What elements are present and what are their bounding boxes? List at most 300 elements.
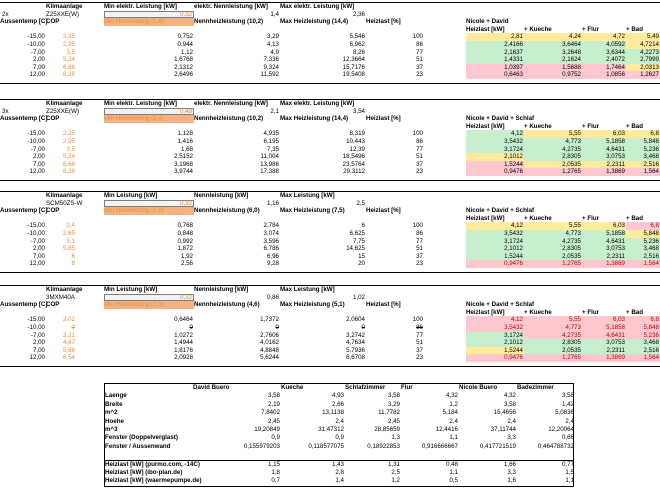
heat-kw-value: 5,1858 (582, 230, 626, 238)
max-el-value: 2,36 (352, 10, 365, 18)
heat-kw-value: 5,1858 (582, 324, 626, 332)
min-el-input[interactable]: 0,32 (104, 294, 194, 301)
temp-value: 2,00 (32, 339, 45, 347)
mx-value: 4,7634 (346, 339, 365, 347)
nenn-el-value: 1,16 (266, 199, 279, 207)
col-nenn-heat: Nennheizleistung (4,6) (194, 301, 260, 309)
mn-value: 1,128 (177, 130, 193, 138)
col-hallway: + Flur (582, 122, 600, 130)
heat-kw-value: 0,6463 (466, 71, 524, 79)
heat-kw-value: 4,72 (582, 33, 626, 41)
room-row (105, 418, 573, 426)
heat-kw-value: 4,2273 (626, 49, 660, 57)
heat-kw-value: 3,6344 (582, 49, 626, 57)
room-value: 1,43 (331, 460, 344, 468)
room-value: 7,8402 (261, 409, 280, 417)
heat-kw-value: 2,8305 (524, 153, 582, 161)
heat-kw-value: 2,4072 (582, 56, 626, 64)
hl-value: 37 (416, 63, 423, 71)
room-value: 1,1 (449, 468, 458, 476)
nn-value: 4,9 (270, 48, 279, 56)
col-heat-kw: Heizlast [kW] (466, 122, 505, 130)
room-value: 19,20849 (254, 425, 280, 433)
room-row-label: Fenster (Doppelverglast) (105, 434, 178, 442)
model-name: 3MXM40A (46, 293, 75, 301)
heat-kw-value: 5,236 (626, 332, 660, 340)
room-row-label: Heizlast [kW] (ibo-plan.de) (105, 468, 183, 476)
unit-value-row (0, 294, 660, 302)
mx-value: 23,5764 (342, 160, 365, 168)
col-group: Nicole + David + Schlaf (466, 207, 535, 215)
min-el-input[interactable]: 0,32 (104, 200, 194, 207)
mn-value: 0 (189, 323, 193, 331)
col-bath: + Bad (626, 25, 644, 33)
nn-value: 7,35 (266, 145, 279, 153)
col-max-heat: Max Heizleistung (14,4) (280, 115, 349, 123)
room-value: 12,20064 (548, 425, 574, 433)
max-el-label: Max Leistung [kW] (280, 192, 335, 199)
room-value: 0,464788732 (537, 442, 574, 450)
unit-count (2, 200, 42, 208)
col-hallway: + Flur (582, 214, 600, 222)
room-row (105, 401, 573, 409)
unit-value-row (0, 108, 660, 116)
mn-value: 1,8176 (174, 346, 193, 354)
heat-kw-value: 3,5432 (466, 230, 524, 238)
temp-value: 12,00 (29, 71, 45, 79)
room-value: 3,3 (507, 468, 516, 476)
nn-value: 5,6244 (260, 354, 279, 362)
data-row (0, 238, 660, 246)
data-row (0, 146, 660, 154)
heat-kw-value: 1,2765 (524, 354, 582, 362)
room-value: 2,8 (335, 468, 344, 476)
mn-value: 2,1312 (174, 63, 193, 71)
data-row (0, 168, 660, 176)
cop-value: 6,66 (62, 160, 75, 168)
nn-value: 6,96 (266, 252, 279, 260)
col-min-heat: Min Heizleistung (1,3) (104, 301, 194, 309)
nn-value: 4,13 (266, 40, 279, 48)
col-kitchen: + Kueche (524, 25, 552, 33)
heat-kw-value: 3,5432 (466, 138, 524, 146)
hl-value: 37 (416, 252, 423, 260)
temp-value: 7,00 (32, 252, 45, 260)
hl-value: 37 (416, 346, 423, 354)
room-row (105, 409, 573, 417)
room-value: 4,93 (331, 392, 344, 400)
max-el-label: Max elektr. Leistung [kW] (280, 100, 355, 107)
mn-value: 0,944 (177, 40, 193, 48)
col-heat-kw: Heizlast [kW] (466, 214, 505, 222)
room-value: 1,66 (503, 460, 516, 468)
nn-value: 9,28 (266, 260, 279, 268)
data-row (0, 161, 660, 169)
room-value: 5,184 (442, 409, 458, 417)
heat-kw-value: 4,24 (524, 33, 582, 41)
mn-value: 2,0928 (174, 354, 193, 362)
col-max-heat: Max Heizleistung (7,5) (280, 207, 345, 215)
data-row (0, 130, 660, 138)
min-el-label: Min elektr. Leistung [kW] (104, 100, 177, 107)
mx-value: 20 (358, 260, 365, 268)
hl-value: 51 (416, 56, 423, 64)
mn-value: 2,5152 (174, 153, 193, 161)
room-value: 3,58 (561, 392, 574, 400)
mx-value: 5,7936 (346, 346, 365, 354)
model-name: SCM50ZS-W (46, 199, 83, 207)
cop-value: 6 (71, 252, 75, 260)
cop-value: 6,66 (62, 63, 75, 71)
room-value: 28,85659 (374, 425, 400, 433)
room-row (105, 434, 573, 442)
mn-value: 3,1968 (174, 160, 193, 168)
unit-count (2, 294, 42, 302)
temp-value: -7,00 (30, 237, 45, 245)
nn-value: 4,935 (263, 130, 279, 138)
mn-value: 2,56 (180, 260, 193, 268)
mx-value: 6 (361, 222, 365, 230)
col-hallway: + Flur (582, 308, 600, 316)
cop-value: 3,21 (62, 331, 75, 339)
data-row (0, 332, 660, 340)
room-row-label: Heizlast [kW] (purmo.com, -14C) (105, 460, 200, 468)
room-value: 2,4 (507, 417, 516, 425)
heat-kw-value: 4,12 (466, 222, 524, 230)
data-row (0, 153, 660, 161)
data-row (0, 64, 660, 72)
heat-kw-value: 2,516 (626, 161, 660, 169)
nenn-el-value: 0,86 (266, 293, 279, 301)
room-value: 0,118577075 (308, 442, 344, 450)
model-label: Klimaanlage (46, 3, 83, 10)
cop-value: 8,28 (62, 71, 75, 79)
mx-value: 19,5408 (342, 71, 365, 79)
column-header-row (0, 301, 660, 309)
col-bath: + Bad (626, 214, 644, 222)
cop-value: 2,4 (66, 222, 75, 230)
heat-kw-value: 1,2627 (626, 71, 660, 79)
model-label: Klimaanlage (46, 192, 83, 199)
col-nenn-heat: Nennheizleistung (10,2) (194, 115, 264, 123)
room-value: 2,45 (267, 417, 280, 425)
unit-header-row (0, 286, 660, 294)
heat-kw-value: 2,0535 (524, 347, 582, 355)
col-bath: + Bad (626, 308, 644, 316)
mn-value: 1,416 (177, 137, 193, 145)
subheader-row (0, 26, 660, 34)
hl-value: 77 (416, 237, 423, 245)
nenn-el-value: 2,1 (270, 107, 279, 115)
hl-value: 100 (412, 222, 423, 230)
room-value: 0,5 (449, 477, 458, 485)
min-el-label: Min Leistung [kW] (104, 286, 158, 293)
nn-value: 4,0162 (260, 339, 279, 347)
unit-block (0, 2, 660, 78)
col-cop: COP (46, 301, 60, 309)
room-value: 11,7782 (378, 409, 400, 417)
cop-value: 5,85 (62, 245, 75, 253)
heat-kw-value: 3,5432 (466, 324, 524, 332)
room-value: 0,9 (335, 434, 344, 442)
col-kitchen: + Kueche (524, 308, 552, 316)
mx-value: 18,5496 (342, 153, 365, 161)
nn-value: 1,7372 (260, 316, 279, 324)
mx-value: 6,6708 (346, 354, 365, 362)
mx-value: 2,0604 (346, 316, 365, 324)
heat-kw-value: 3,2648 (524, 49, 582, 57)
max-el-value: 2,5 (356, 199, 365, 207)
room-row-label: m^3 (105, 425, 118, 433)
unit-count: 3x (2, 107, 9, 115)
column-header-row (0, 207, 660, 215)
room-value: 0,48 (445, 460, 458, 468)
cop-value: 8 (71, 260, 75, 268)
temp-value: -10,00 (27, 40, 45, 48)
unit-value-row (0, 200, 660, 208)
unit-header-row (0, 192, 660, 200)
col-temp: Aussentemp [C] (0, 18, 48, 26)
temp-value: -7,00 (30, 145, 45, 153)
room-value: 2,5 (391, 468, 400, 476)
cop-value: 8,28 (62, 168, 75, 176)
col-kitchen: + Kueche (524, 122, 552, 130)
room-value: 37,11744 (490, 425, 516, 433)
heat-kw-value: 2,81 (466, 33, 524, 41)
nn-value: 3,596 (263, 237, 279, 245)
room-value: 1,15 (267, 460, 280, 468)
temp-value: 12,00 (29, 354, 45, 362)
hl-value: 23 (416, 71, 423, 79)
model-name: Z25XXE(W) (46, 10, 80, 18)
mx-value: 15,7176 (342, 63, 365, 71)
room-value: 4,32 (503, 392, 516, 400)
room-table (104, 383, 574, 487)
heat-kw-value: 1,564 (626, 168, 660, 176)
nn-value: 3,29 (266, 33, 279, 41)
heat-kw-value: 1,2765 (524, 168, 582, 176)
heat-kw-value: 1,2765 (524, 260, 582, 268)
nenn-el-value: 1,4 (270, 10, 279, 18)
data-row (0, 347, 660, 355)
room-value: 3,58 (503, 400, 516, 408)
room-value: 4,32 (445, 392, 458, 400)
hl-value: 51 (416, 245, 423, 253)
heat-kw-value: 5,848 (626, 324, 660, 332)
mn-value: 0,848 (177, 229, 193, 237)
heat-kw-value: 1,0397 (466, 64, 524, 72)
mx-value: 5,546 (349, 33, 365, 41)
mn-value: 1,68 (180, 145, 193, 153)
nenn-el-label: Nennleistung [kW] (194, 286, 249, 293)
room-row-label: Hoehe (105, 417, 124, 425)
room-row-label: Breite (105, 400, 123, 408)
data-row (0, 253, 660, 261)
mn-value: 2,6496 (174, 71, 193, 79)
room-row-label: Fenster / Aussenwand (105, 442, 171, 450)
heat-kw-value: 2,1624 (524, 56, 582, 64)
mn-value: 0,768 (177, 222, 193, 230)
hl-value: 23 (416, 260, 423, 268)
room-value: 1,2 (391, 477, 400, 485)
room-value: 15,4656 (493, 409, 516, 417)
heat-kw-value: 2,516 (626, 253, 660, 261)
heat-kw-value: 1,3869 (582, 168, 626, 176)
heat-kw-value: 4,773 (524, 230, 582, 238)
data-row (0, 33, 660, 41)
temp-value: -15,00 (27, 316, 45, 324)
heat-kw-value: 0,9476 (466, 168, 524, 176)
heat-kw-value: 2,2311 (582, 161, 626, 169)
heat-kw-value: 1,5688 (524, 64, 582, 72)
min-el-input[interactable]: 0,48 (104, 108, 194, 115)
heat-kw-value: 1,3869 (582, 354, 626, 362)
heat-kw-value: 5,236 (626, 146, 660, 154)
hl-value: 100 (412, 33, 423, 41)
heat-kw-value: 5,1858 (582, 138, 626, 146)
heat-kw-value: 6,8 (626, 130, 660, 138)
mn-value: 1,12 (180, 48, 193, 56)
room-value: 1,1 (449, 434, 458, 442)
block-border-bottom (0, 272, 660, 273)
heat-kw-value: 4,12 (466, 130, 524, 138)
room-row (105, 443, 573, 451)
cop-value: 3,1 (66, 237, 75, 245)
heat-kw-value: 2,2311 (582, 347, 626, 355)
cop-value: 5,24 (62, 153, 75, 161)
col-group: Nicole + David + Schlaf (466, 115, 535, 123)
nn-value: 17,388 (260, 168, 279, 176)
heat-kw-value: 1,564 (626, 260, 660, 268)
col-max-heat: Max Heizleistung (14,4) (280, 18, 349, 26)
unit-header-row (0, 100, 660, 108)
unit-value-row (0, 11, 660, 19)
room-value: 1,8 (271, 468, 280, 476)
mn-value: 0,752 (177, 33, 193, 41)
hl-value: 100 (412, 316, 423, 324)
room-table-header (105, 384, 573, 392)
data-row (0, 138, 660, 146)
heat-kw-value: 6,8 (626, 222, 660, 230)
data-row (0, 56, 660, 64)
heat-kw-value: 3,1724 (466, 146, 524, 154)
mx-value: 7,75 (352, 237, 365, 245)
unit-header-row (0, 3, 660, 11)
temp-value: -15,00 (27, 130, 45, 138)
col-cop: COP (46, 207, 60, 215)
data-row (0, 339, 660, 347)
cop-value: 5,24 (62, 56, 75, 64)
col-hallway: + Flur (582, 25, 600, 33)
heat-kw-value: 4,2735 (524, 332, 582, 340)
room-value: 2,66 (331, 400, 344, 408)
heat-kw-value: 2,7999 (626, 56, 660, 64)
cop-value: 3,5 (66, 145, 75, 153)
hl-value: 23 (416, 354, 423, 362)
max-el-value: 3,54 (352, 107, 365, 115)
col-heat-load: Heizlast [%] (366, 207, 401, 215)
heat-kw-value: 3,1724 (466, 238, 524, 246)
room-value: 0,9 (271, 434, 280, 442)
col-min-heat: Min Heizleistung (1,6) (104, 18, 194, 26)
mn-value: 1,4944 (174, 339, 193, 347)
unit-count: 2x (2, 10, 9, 18)
col-nenn-heat: Nennheizleistung (10,2) (194, 18, 264, 26)
heat-kw-value: 1,564 (626, 354, 660, 362)
room-value: 13,1138 (322, 409, 344, 417)
data-row (0, 230, 660, 238)
temp-value: 7,00 (32, 160, 45, 168)
max-el-label: Max elektr. Leistung [kW] (280, 3, 355, 10)
room-value: 31,47312 (318, 425, 344, 433)
nn-value: 13,986 (260, 160, 279, 168)
hl-value: 77 (416, 145, 423, 153)
heat-kw-value: 2,8305 (524, 245, 582, 253)
temp-value: -10,00 (27, 229, 45, 237)
hl-value: 51 (416, 339, 423, 347)
nn-value: 4,8848 (260, 346, 279, 354)
room-row (105, 469, 573, 477)
temp-value: 2,00 (32, 56, 45, 64)
cop-value: 6,54 (62, 354, 75, 362)
cop-value: 3,5 (66, 48, 75, 56)
col-bath: + Bad (626, 122, 644, 130)
column-header-row (0, 115, 660, 123)
cop-value: 2,95 (62, 137, 75, 145)
room-value: 2,4 (565, 417, 574, 425)
room-value: 3,3 (507, 434, 516, 442)
model-name: Z25XXE(W) (46, 107, 80, 115)
col-group: Nicole + David + Schlaf (466, 301, 535, 309)
heat-kw-value: 4,773 (524, 324, 582, 332)
temp-value: -10,00 (27, 323, 45, 331)
block-border-bottom (0, 180, 660, 181)
col-min-heat: Min Heizleistung (1,0) (104, 207, 194, 215)
heat-kw-value: 2,1012 (466, 245, 524, 253)
hl-value: 86 (416, 323, 423, 331)
min-el-input[interactable]: 0,32 (104, 11, 194, 18)
cop-value: 5,68 (62, 346, 75, 354)
room-spacer (105, 451, 573, 459)
heat-kw-value: 2,1012 (466, 339, 524, 347)
heat-kw-value: 2,1012 (466, 153, 524, 161)
heat-kw-value: 4,12 (466, 316, 524, 324)
col-max-heat: Max Heizleistung (5,1) (280, 301, 345, 309)
col-group: Nicole + David (466, 18, 509, 26)
mx-value: 3,2742 (346, 331, 365, 339)
heat-kw-value: 5,55 (524, 130, 582, 138)
mx-value: 12,39 (349, 145, 365, 153)
heat-kw-value: 1,7464 (582, 64, 626, 72)
mx-value: 0 (361, 323, 365, 331)
heat-kw-value: 1,5244 (466, 347, 524, 355)
room-value: 2,4 (335, 417, 344, 425)
mx-value: 6,625 (349, 229, 365, 237)
col-kitchen: + Kueche (524, 214, 552, 222)
mx-value: 12,3664 (342, 56, 365, 64)
room-value: 1,4 (335, 477, 344, 485)
room-col: Schlafzimmer (345, 384, 386, 391)
hl-value: 77 (416, 331, 423, 339)
room-row-label: m^2 (105, 409, 118, 417)
heat-kw-value: 4,6431 (582, 238, 626, 246)
room-value: 1,6 (507, 477, 516, 485)
heat-kw-value: 0,9752 (524, 71, 582, 79)
heat-kw-value: 3,0753 (582, 245, 626, 253)
mn-value: 1,0272 (174, 331, 193, 339)
heat-kw-value: 0,9476 (466, 260, 524, 268)
heat-kw-value: 6,8 (626, 316, 660, 324)
